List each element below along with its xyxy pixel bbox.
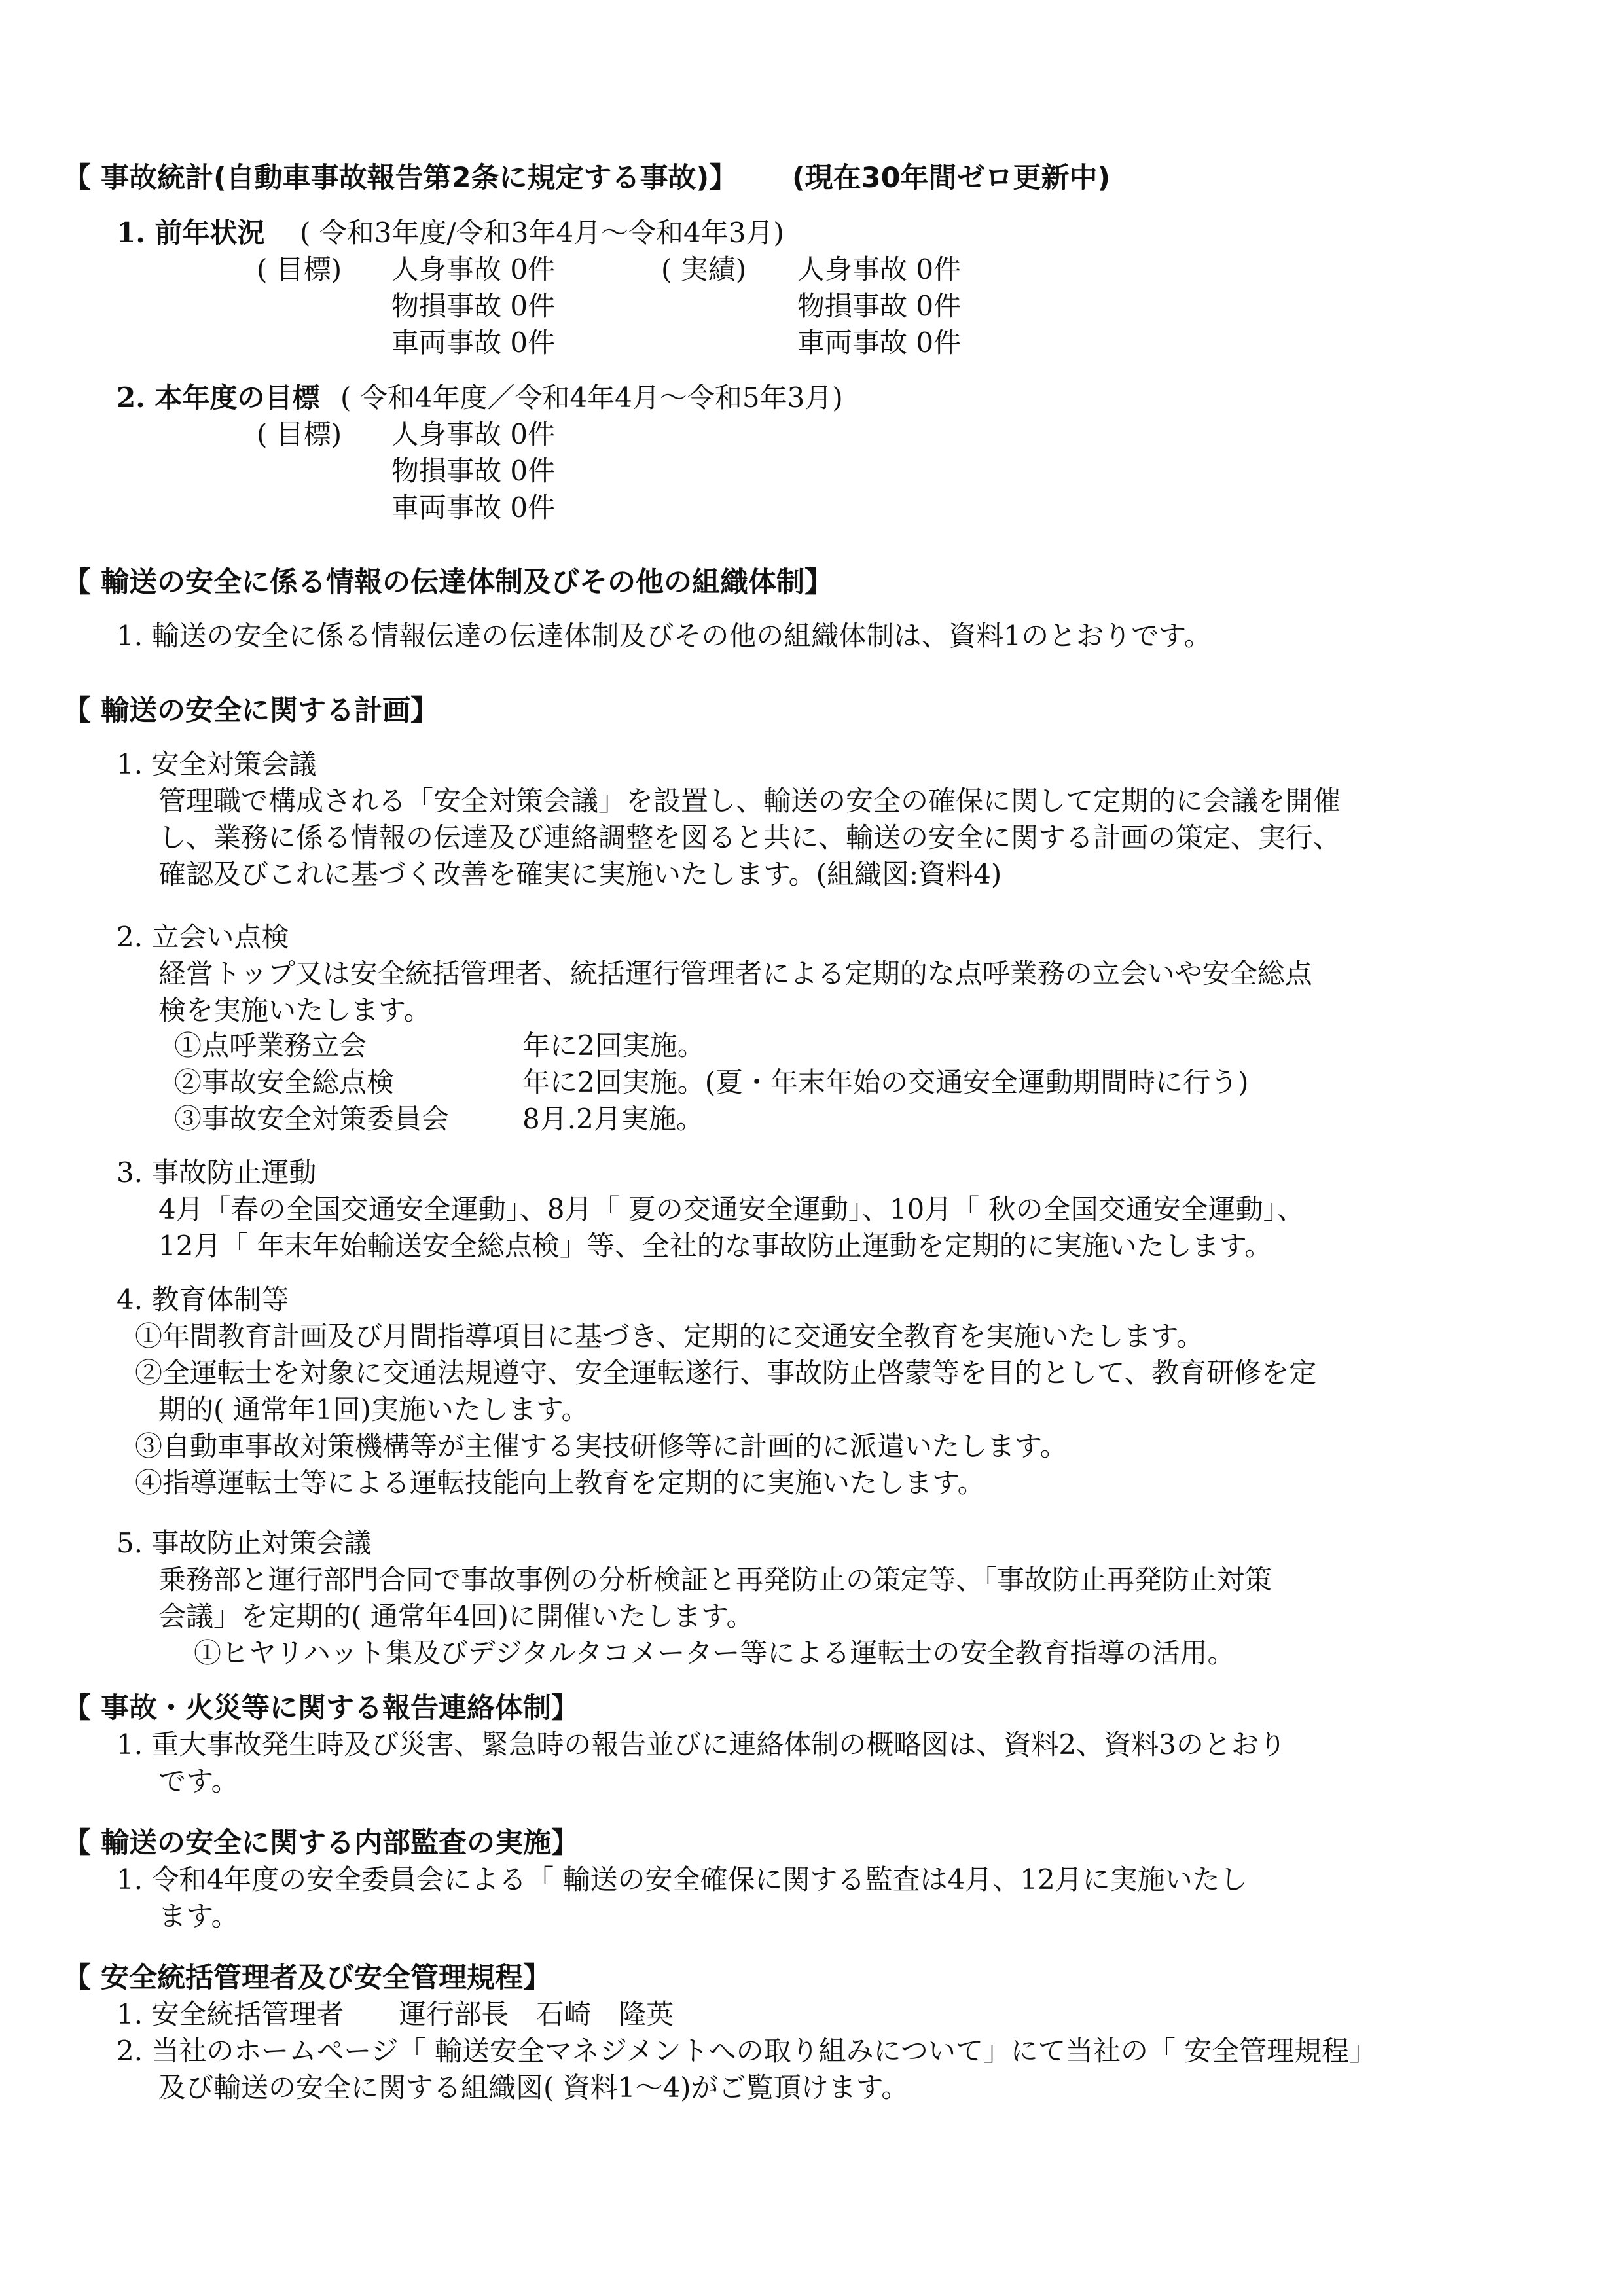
item-title-education: 4. 教育体制等 bbox=[117, 1283, 289, 1316]
target-label: ( 目標) bbox=[257, 418, 342, 450]
section-heading-safety-plan: 【 輸送の安全に関する計画】 bbox=[63, 694, 439, 727]
body-line: 1. 輸送の安全に係る情報伝達の伝達体制及びその他の組織体制は、資料1のとおりです。 bbox=[117, 620, 1212, 652]
actual-row: 車両事故 0件 bbox=[797, 327, 962, 359]
section-heading-accident-statistics: 【 事故統計(自動車事故報告第2条に規定する事故)】 bbox=[63, 162, 738, 194]
inspection-row-value: 8月.2月実施。 bbox=[522, 1103, 704, 1135]
item-title-prevention-campaign: 3. 事故防止運動 bbox=[117, 1157, 317, 1189]
target-row: 物損事故 0件 bbox=[391, 290, 556, 322]
body-line: 12月「 年末年始輸送安全総点検」等、全社的な事故防止運動を定期的に実施いたします。 bbox=[158, 1230, 1272, 1262]
previous-year-period: ( 令和3年度/令和3年4月～令和4年3月) bbox=[300, 217, 784, 249]
actual-row: 人身事故 0件 bbox=[797, 253, 962, 285]
actual-row: 物損事故 0件 bbox=[797, 290, 962, 322]
body-line: 確認及びこれに基づく改善を確実に実施いたします。(組織図:資料4) bbox=[158, 858, 1002, 890]
body-line: ③自動車事故対策機構等が主催する実技研修等に計画的に派遣いたします。 bbox=[135, 1430, 1068, 1462]
body-line: 検を実施いたします。 bbox=[158, 994, 431, 1026]
body-line: し、業務に係る情報の伝達及び連絡調整を図ると共に、輸送の安全に関する計画の策定、実行、 bbox=[158, 821, 1341, 853]
target-row: 車両事故 0件 bbox=[391, 492, 556, 524]
body-line: 1. 安全統括管理者 運行部長 石崎 隆英 bbox=[117, 1998, 674, 2030]
body-line: 乗務部と運行部門合同で事故事例の分析検証と再発防止の策定等、「事故防止再発防止対策 bbox=[158, 1564, 1272, 1596]
body-line: 会議」を定期的( 通常年4回)に開催いたします。 bbox=[158, 1600, 754, 1632]
target-row: 人身事故 0件 bbox=[391, 418, 556, 450]
zero-record-note: (現在30年間ゼロ更新中) bbox=[792, 162, 1111, 194]
body-line: 管理職で構成される「安全対策会議」を設置し、輸送の安全の確保に関して定期的に会議を開催 bbox=[158, 785, 1341, 817]
inspection-row-label: ③事故安全対策委員会 bbox=[174, 1103, 450, 1135]
item-title-safety-meeting: 1. 安全対策会議 bbox=[117, 748, 317, 780]
target-row: 人身事故 0件 bbox=[391, 253, 556, 285]
item-title-prevention-meeting: 5. 事故防止対策会議 bbox=[117, 1527, 372, 1559]
current-year-period: ( 令和4年度／令和4年4月～令和5年3月) bbox=[340, 382, 843, 414]
inspection-row-label: ②事故安全総点検 bbox=[174, 1066, 395, 1098]
previous-year-title: 1. 前年状況 bbox=[117, 217, 265, 249]
body-line: です。 bbox=[158, 1765, 239, 1797]
target-row: 車両事故 0件 bbox=[391, 327, 556, 359]
body-line: 1. 重大事故発生時及び災害、緊急時の報告並びに連絡体制の概略図は、資料2、資料3のとおり bbox=[117, 1729, 1286, 1761]
body-line: 期的( 通常年1回)実施いたします。 bbox=[158, 1393, 589, 1426]
section-heading-reporting-system: 【 事故・火災等に関する報告連絡体制】 bbox=[63, 1692, 579, 1725]
item-title-inspection: 2. 立会い点検 bbox=[117, 921, 289, 953]
body-line: ①ヒヤリハット集及びデジタルタコメーター等による運転士の安全教育指導の活用。 bbox=[194, 1637, 1235, 1669]
inspection-row-label: ①点呼業務立会 bbox=[174, 1030, 367, 1062]
body-line: 1. 令和4年度の安全委員会による「 輸送の安全確保に関する監査は4月、12月に実施いたし bbox=[117, 1863, 1248, 1895]
body-line: ②全運転士を対象に交通法規遵守、安全運転遂行、事故防止啓蒙等を目的として、教育研修を定 bbox=[135, 1357, 1317, 1389]
section-heading-information-system: 【 輸送の安全に係る情報の伝達体制及びその他の組織体制】 bbox=[63, 566, 833, 599]
target-row: 物損事故 0件 bbox=[391, 455, 556, 487]
inspection-row-value: 年に2回実施。 bbox=[522, 1030, 705, 1062]
section-heading-safety-manager: 【 安全統括管理者及び安全管理規程】 bbox=[63, 1962, 551, 1994]
inspection-row-value: 年に2回実施。(夏・年末年始の交通安全運動期間時に行う) bbox=[522, 1066, 1249, 1098]
body-line: ます。 bbox=[158, 1900, 239, 1932]
section-heading-internal-audit: 【 輸送の安全に関する内部監査の実施】 bbox=[63, 1827, 579, 1859]
body-line: 及び輸送の安全に関する組織図( 資料1～4)がご覧頂けます。 bbox=[158, 2072, 909, 2104]
target-label: ( 目標) bbox=[257, 253, 342, 285]
actual-label: ( 実績) bbox=[661, 253, 747, 285]
body-line: 2. 当社のホームページ「 輸送安全マネジメントへの取り組みについて」にて当社の「 安全管理規程」 bbox=[117, 2035, 1377, 2067]
body-line: ①年間教育計画及び月間指導項目に基づき、定期的に交通安全教育を実施いたします。 bbox=[135, 1320, 1204, 1352]
current-year-goal-title: 2. 本年度の目標 bbox=[117, 382, 320, 414]
body-line: ④指導運転士等による運転技能向上教育を定期的に実施いたします。 bbox=[135, 1467, 985, 1499]
body-line: 経営トップ又は安全統括管理者、統括運行管理者による定期的な点呼業務の立会いや安全総点 bbox=[158, 958, 1312, 990]
body-line: 4月「春の全国交通安全運動」、8月「 夏の交通安全運動」、10月「 秋の全国交通安全運動」、 bbox=[158, 1193, 1305, 1225]
